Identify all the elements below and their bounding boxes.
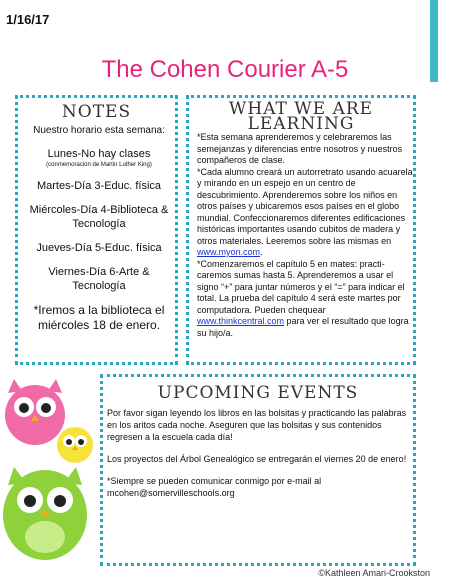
learning-content (197, 132, 413, 339)
owls-illustration (0, 375, 110, 585)
learning-heading: WHAT WE ARE LEARNING (228, 99, 374, 134)
notes-heading: NOTES (61, 102, 132, 122)
events-paragraph-3: *Siempre se pueden comunicar conmigo por e-mail al mcohen@somervilleschools.org (107, 476, 322, 498)
learning-panel (186, 95, 416, 365)
schedule-monday: Lunes-No hay clases (47, 148, 151, 160)
learning-paragraph-2-end: . (260, 247, 263, 257)
schedule-tuesday: Martes-Día 3-Educ. física (36, 180, 162, 192)
learning-paragraph-3 (197, 259, 413, 340)
notes-schedule (24, 124, 174, 333)
schedule-thursday: Jueves-Día 5-Educ. física (36, 242, 162, 254)
events-panel (100, 374, 416, 566)
copyright-credit: ©Kathleen Amari-Crookston (318, 568, 430, 578)
learning-paragraph-3-text: *Comenzaremos el capítulo 5 en mates: practi-caremos sumas hasta 5. Aprenderemos a usar el signo “+” para juntar números y el “=” para indicar el total. La prueba del capítulo 4 será este martes por computadora. Pueden chequear (197, 258, 405, 315)
schedule-intro: Nuestro horario esta semana: (33, 125, 165, 136)
learning-paragraph-2 (197, 167, 413, 259)
notes-panel (15, 95, 178, 365)
newsletter-title: The Cohen Courier A-5 (101, 56, 349, 83)
myon-link[interactable]: www.myon.com (197, 247, 261, 257)
events-content (107, 407, 409, 509)
schedule-monday-note: (conmemoración de Martin Luther King) (46, 162, 152, 168)
schedule-wednesday: Miércoles-Día 4-Biblioteca & Tecnología (29, 204, 169, 230)
events-paragraph-2: Los proyectos del Árbol Genealógico se entregarán el viernes 20 de enero! (107, 454, 407, 464)
newsletter-date: 1/16/17 (6, 12, 50, 27)
schedule-friday: Viernes-Día 6-Arte & Tecnología (48, 266, 150, 292)
learning-paragraph-1: *Esta semana aprenderemos y celebraremos las semejanzas y diferencias entre nosotros y nuestros compañeros de clase. (197, 132, 403, 165)
learning-paragraph-2-text: *Cada alumno creará un autorretrato usando acuarela y mirando en un espejo en un centro de descubrimiento. Aprenderemos sobre los niños en otros países y ubicaremos esos países en el globo mundial. Confeccionaremos diferentes edificaciones históricas importantes usando cubitos de madera y otros materiales. Leeremos sobre las mismas en (197, 166, 413, 246)
green-owl-icon (3, 467, 87, 560)
pink-owl-icon (5, 379, 65, 445)
events-paragraph-1: Por favor sigan leyendo los libros en las bolsitas y practicando las palabras en los aritos cada noche. Aseguren que las bolsitas y sus contenidos regresen a la escuela cada día! (107, 408, 407, 442)
learning-paragraph-3-end: para ver el resultado que logra su hijo/a. (197, 316, 409, 338)
thinkcentral-link[interactable]: www.thinkcentral.com (197, 316, 285, 326)
library-note: *Iremos a la biblioteca el miércoles 18 de enero. (33, 303, 165, 332)
yellow-owl-icon (57, 427, 93, 463)
events-heading: UPCOMING EVENTS (157, 383, 359, 403)
